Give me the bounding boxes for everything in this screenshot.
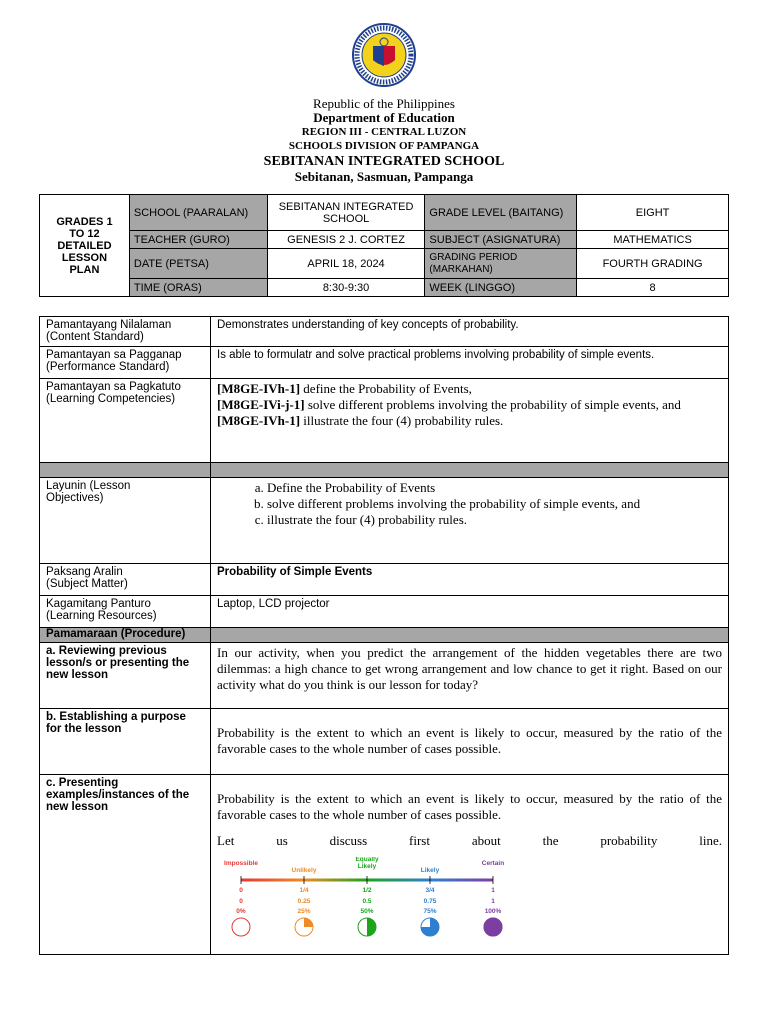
decimal-label: 0 xyxy=(239,898,243,905)
fraction-label: 1 xyxy=(491,887,495,894)
procedure-band xyxy=(40,628,729,643)
lesson-plan-table xyxy=(39,316,729,955)
percent-label: 50% xyxy=(360,908,374,915)
performance-standard-label: Pamantayan sa Pagganap (Performance Standard) xyxy=(40,347,211,379)
percent-label: 100% xyxy=(484,908,502,915)
probability-fill xyxy=(484,918,502,936)
resources-text: Laptop, LCD projector xyxy=(211,596,729,628)
list-item: a. Define the Probability of Events xyxy=(267,480,722,496)
examples-text: Probability is the extent to which an event is likely to occur, measured by the ratio of the favorable cases to the whole number of cases possible. xyxy=(217,791,722,822)
decimal-label: 1 xyxy=(491,898,495,905)
table-row xyxy=(40,564,729,596)
probability-circle xyxy=(232,918,250,936)
region-line: REGION III - CENTRAL LUZON xyxy=(301,126,467,138)
objectives-label: Layunin (Lesson Objectives) xyxy=(40,478,211,564)
performance-standard-text: Is able to formulatr and solve practical problems involving probability of simple events. xyxy=(211,347,729,379)
decimal-label: 0.25 xyxy=(297,898,311,905)
table-row xyxy=(40,643,729,709)
fraction-label: 3/4 xyxy=(425,887,435,894)
week-value: 8 xyxy=(577,279,729,297)
percent-label: 75% xyxy=(423,908,437,915)
grading-period-label: GRADING PERIOD (MARKAHAN) xyxy=(425,249,577,279)
competencies-text: [M8GE-IVh-1] define the Probability of Events, [M8GE-IVi-j-1] solve different problems involving the probability of simple events, and [M8GE-IVh-1] illustrate the four (4) probability rules. xyxy=(211,379,729,463)
procedure-label: Pamamaraan (Procedure) xyxy=(40,628,211,643)
grade-level-label: GRADE LEVEL (BAITANG) xyxy=(425,195,577,231)
subject-matter-label: Paksang Aralin (Subject Matter) xyxy=(40,564,211,596)
table-row xyxy=(40,596,729,628)
examples-content xyxy=(211,775,729,955)
fraction-label: 1/4 xyxy=(299,887,309,894)
table-row xyxy=(40,709,729,775)
probability-fill xyxy=(304,918,313,927)
content-standard-text: Demonstrates understanding of key concepts of probability. xyxy=(211,317,729,347)
purpose-text: Probability is the extent to which an event is likely to occur, measured by the ratio of the favorable cases to the whole number of cases possible. xyxy=(211,709,729,775)
examples-label: c. Presenting examples/instances of the new lesson xyxy=(40,775,211,955)
review-text: In our activity, when you predict the arrangement of the hidden vegetables there are two dilemmas: a high chance to get wrong arrangement and low chance to get it right. Based on our activity what do you think is our lesson for today? xyxy=(211,643,729,709)
lesson-info-table xyxy=(39,194,729,297)
category-label: Certain xyxy=(481,860,505,867)
grade-level-value: EIGHT xyxy=(577,195,729,231)
date-value: APRIL 18, 2024 xyxy=(267,249,425,279)
department-line: Department of Education xyxy=(313,110,455,125)
table-row xyxy=(40,775,729,955)
time-value: 8:30-9:30 xyxy=(267,279,425,297)
probability-line-diagram xyxy=(217,857,507,941)
subject-label: SUBJECT (ASIGNATURA) xyxy=(425,231,577,249)
content-standard-label: Pamantayang Nilalaman (Content Standard) xyxy=(40,317,211,347)
probability-fill xyxy=(367,918,376,936)
resources-label: Kagamitang Panturo (Learning Resources) xyxy=(40,596,211,628)
decimal-label: 0.5 xyxy=(362,898,372,905)
objectives-list xyxy=(211,478,729,564)
table-row xyxy=(40,347,729,379)
category-label: Impossible xyxy=(224,860,258,867)
list-item: b. solve different problems involving the probability of simple events, and xyxy=(267,496,722,512)
teacher-value: GENESIS 2 J. CORTEZ xyxy=(267,231,425,249)
category-label: Likely xyxy=(357,863,377,870)
table-row xyxy=(40,317,729,347)
table-row xyxy=(40,379,729,463)
review-label: a. Reviewing previous lesson/s or presenting the new lesson xyxy=(40,643,211,709)
competencies-label: Pamantayan sa Pagkatuto (Learning Competencies) xyxy=(40,379,211,463)
subject-value: MATHEMATICS xyxy=(577,231,729,249)
discuss-line: Let us discuss first about the probability line. xyxy=(217,833,722,848)
week-label: WEEK (LINGGO) xyxy=(425,279,577,297)
grading-period-value: FOURTH GRADING xyxy=(577,249,729,279)
purpose-label: b. Establishing a purpose for the lesson xyxy=(40,709,211,775)
teacher-label: TEACHER (GURO) xyxy=(129,231,267,249)
fraction-label: 0 xyxy=(239,887,243,894)
republic-line: Republic of the Philippines xyxy=(313,96,455,111)
document-header xyxy=(0,22,768,184)
fraction-label: 1/2 xyxy=(362,887,372,894)
school-label: SCHOOL (PAARALAN) xyxy=(129,195,267,231)
category-label: Equally xyxy=(355,857,379,863)
subject-matter-text: Probability of Simple Events xyxy=(211,564,729,596)
table-band xyxy=(40,463,729,478)
decimal-label: 0.75 xyxy=(423,898,437,905)
category-label: Unlikely xyxy=(291,867,317,874)
division-line: SCHOOLS DIVISION OF PAMPANGA xyxy=(288,140,480,152)
lesson-plan-title: GRADES 1 TO 12 DETAILED LESSON PLAN xyxy=(40,195,130,297)
school-value: SEBITANAN INTEGRATED SCHOOL xyxy=(267,195,425,231)
table-row xyxy=(40,478,729,564)
school-address: Sebitanan, Sasmuan, Pampanga xyxy=(294,169,474,184)
list-item: c. illustrate the four (4) probability rules. xyxy=(267,512,722,528)
category-label: Likely xyxy=(420,867,440,874)
school-name: SEBITANAN INTEGRATED SCHOOL xyxy=(263,154,505,169)
percent-label: 0% xyxy=(236,908,246,915)
percent-label: 25% xyxy=(297,908,311,915)
deped-seal-icon xyxy=(351,22,417,88)
time-label: TIME (ORAS) xyxy=(129,279,267,297)
date-label: DATE (PETSA) xyxy=(129,249,267,279)
